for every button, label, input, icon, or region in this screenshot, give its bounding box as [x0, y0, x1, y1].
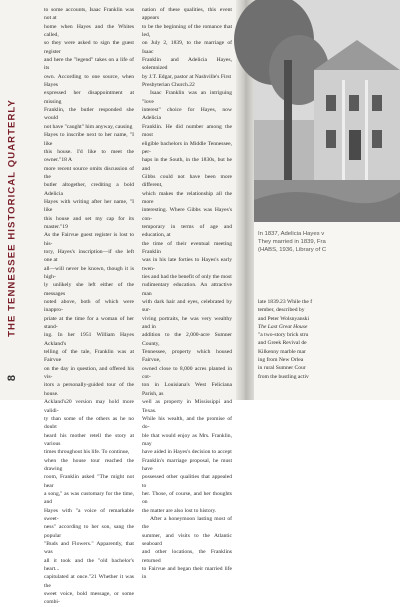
- text-line: and Peter Wolsnyanski: [258, 315, 310, 322]
- text-line: tember, described by: [258, 307, 305, 314]
- text-line: ble that would enjoy as Mrs. Franklin, may: [142, 432, 232, 447]
- text-line: and here the "legend" takes on a life of its: [44, 57, 134, 72]
- text-line: capitulated at once."21 Whether it was the: [44, 574, 134, 589]
- text-line: more recent source omits discussion of the: [44, 165, 134, 180]
- text-line: ing from New Orlea: [258, 357, 304, 364]
- text-line: Franklin's marriage proposal, he must have: [142, 457, 232, 472]
- text-line: Presbyterian Church.22: [142, 82, 195, 89]
- text-line: so they were asked to sign the guest register: [44, 40, 134, 55]
- text-line: summer, and visits to the Atlantic seaboard: [142, 532, 232, 547]
- text-line: ty than some of the others as he no doubt: [44, 415, 134, 431]
- text-line: when the house tour reached the drawing: [44, 457, 134, 472]
- text-line: noted above, both of which were inappro-: [44, 299, 134, 314]
- text-line: in rural Sumner Cour: [258, 365, 306, 372]
- text-line: the matter are also lost to history.: [142, 507, 217, 514]
- text-line: expressed her disappointment at missing: [44, 90, 134, 105]
- historic-house-photo: [254, 0, 400, 222]
- text-line: nation of these qualities, this event appears: [142, 7, 232, 22]
- text-line: her. Those, of course, and her thoughts on: [142, 490, 232, 506]
- text-line: which makes the relationship all the more: [142, 190, 232, 205]
- text-line: "Buds and Flowers." Apparently, that was: [44, 541, 134, 556]
- text-line: tory, Hayes's inscription—if she left one at: [44, 248, 134, 264]
- text-line: ton in Louisiana's West Feliciana Parish, as: [142, 382, 232, 397]
- text-line: butler altogether, crediting a bold Adelicia: [44, 182, 134, 197]
- page-number: 8: [6, 374, 18, 382]
- text-line: Kilkenny marble mar: [258, 348, 306, 355]
- text-line: was in his late forties to Hayes's early twen-: [142, 257, 232, 272]
- text-line: Hayes to inscribe next to her name, "I like: [44, 132, 134, 147]
- text-line: room, Franklin asked "The might not hear: [44, 474, 134, 489]
- text-line: interesting. Where Gibbs was Hayes's con-: [142, 207, 232, 222]
- right-page: [254, 0, 400, 400]
- text-line: ties and had the benefit of only the most: [142, 274, 232, 280]
- text-line: itors a personally-guided tour of the house.: [44, 382, 134, 397]
- text-line: Franklin and Adelicia Hayes, solemnized: [142, 57, 232, 72]
- text-line: to some accounts, Isaac Franklin was not at: [44, 7, 134, 22]
- text-line: addition to the 2,000-acre Sumner County,: [142, 332, 232, 347]
- text-line: a song," as was customary for the time, and: [44, 490, 134, 506]
- text-line: Hayes with "a voice of remarkable sweet-: [44, 507, 134, 522]
- text-line: and other locations, the Franklins returned: [142, 549, 232, 564]
- text-line: with dark hair and eyes, celebrated by sur-: [142, 299, 232, 314]
- text-line: interest" choice for Hayes, now Adelicia: [142, 107, 232, 122]
- text-line: viving portraits, he was very wealthy and in: [142, 315, 232, 331]
- text-line: home when Hayes and the Whites called,: [44, 23, 134, 39]
- text-line: Franklin, the butler responded she would: [44, 107, 134, 122]
- text-line: on the day in question, and offered his vis-: [44, 365, 134, 381]
- text-line: by J.T. Edgar, pastor at Nashville's First: [142, 73, 232, 80]
- text-line: As the Fairvue guest register is lost to his-: [44, 232, 134, 247]
- text-line: (HABS, 1936, Library of C: [258, 247, 327, 253]
- text-line: ly unlikely she left either of the messages: [44, 282, 134, 297]
- text-line: heard his mother retell the story at various: [44, 432, 134, 447]
- house-photo-illustration: [254, 0, 400, 222]
- text-line: all—will never be known, though it is high-: [44, 265, 134, 280]
- text-line: ing. In her 1951 William Hayes Ackland's: [44, 332, 134, 347]
- text-line: and Greek Revival de: [258, 340, 307, 347]
- text-line: haps in the South, in the 1830s, but he and: [142, 157, 232, 172]
- text-line: from the bustling activ: [258, 373, 309, 380]
- text-line: not have "caught" him anyway, causing: [44, 123, 133, 130]
- text-column-1: [44, 6, 134, 607]
- text-line: owned close to 8,000 acres planted in cot-: [142, 365, 232, 381]
- text-line: on July 2, 1839, to the marriage of Isaac: [142, 40, 232, 55]
- text-line: this house and set my cap for its master."19: [44, 215, 134, 230]
- text-line: priate at the time for a woman of her stand-: [44, 315, 134, 331]
- text-line: rudimentary education. An attractive man: [142, 282, 232, 297]
- text-line: times throughout his life. To continue,: [44, 449, 130, 456]
- text-line: to be the beginning of the romance that led,: [142, 23, 232, 39]
- text-line: have aided in Hayes's decision to accept: [142, 449, 232, 456]
- text-line: to Fairvue and began their married life in: [142, 566, 232, 581]
- text-line: this house. I'd like to meet the owner."18 A: [44, 148, 134, 164]
- text-line: sweet voice, bold message, or some combi-: [44, 591, 134, 606]
- text-line: well as property in Mississippi and Texas.: [142, 399, 232, 414]
- text-line: "a two-story brick stru: [258, 332, 309, 339]
- text-line: Hayes with writing after her name, "I like: [44, 198, 134, 214]
- text-line: all it took and the "old bachelor's heart...: [44, 557, 134, 573]
- text-line: After a honeymoon lasting most of the: [142, 515, 232, 531]
- running-head: [5, 0, 19, 400]
- text-line: ness" according to her son, sang the popular: [44, 524, 134, 539]
- text-line: Franklin. He did number among the most: [142, 123, 232, 139]
- text-line: Gibbs could not have been more different,: [142, 173, 232, 189]
- text-line: temporary in terms of age and education, at: [142, 223, 232, 239]
- text-line: possessed other qualities that appealed to: [142, 474, 232, 489]
- text-line: In 1837, Adelicia Hayes v: [258, 231, 325, 237]
- text-line: Tennessee, property which housed Fairvue,: [142, 349, 232, 364]
- text-line: Ackland's20 version may hold more validi-: [44, 399, 134, 414]
- right-text-column: [258, 298, 400, 381]
- text-line: Isaac Franklin was an intriguing "love: [142, 90, 232, 105]
- text-column-2: [142, 6, 232, 582]
- text-line: telling of the tale, Franklin was at Fairvue: [44, 349, 134, 364]
- text-line: late 1839.23 While the f: [258, 299, 313, 305]
- text-line: the time of their eventual meeting Franklin: [142, 240, 232, 255]
- text-line: own. According to one source, when Hayes: [44, 73, 134, 89]
- text-line: The Last Great House: [258, 323, 308, 330]
- photo-caption: [258, 230, 400, 254]
- text-line: They married in 1839, Fra: [258, 239, 326, 245]
- text-line: While his wealth, and the promise of do-: [142, 415, 232, 431]
- journal-title: THE TENNESSEE HISTORICAL QUARTERLY: [6, 99, 18, 337]
- text-line: eligible bachelors in Middle Tennessee, per-: [142, 140, 232, 155]
